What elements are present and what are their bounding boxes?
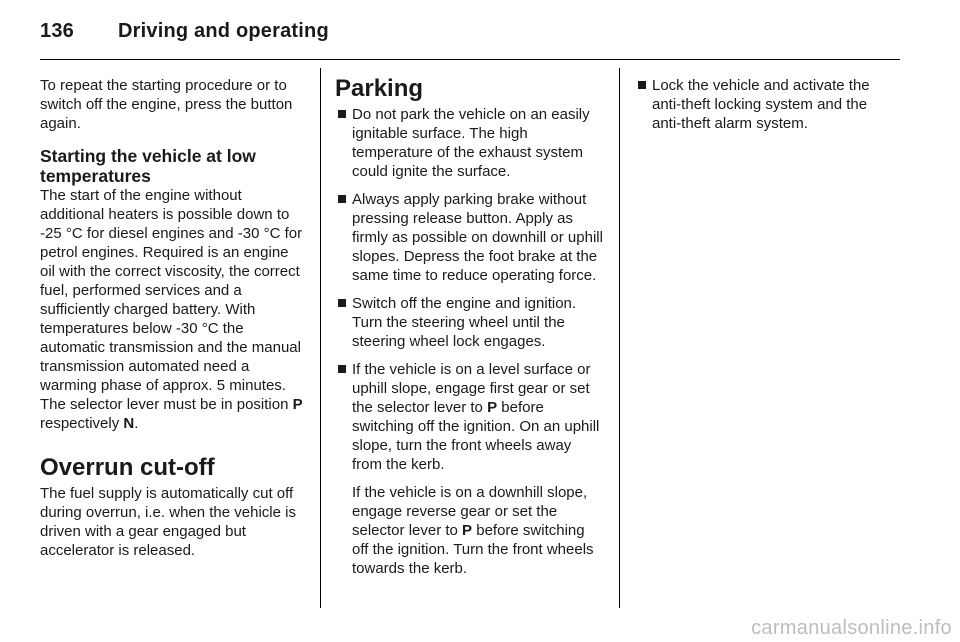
column-divider-1 (320, 68, 321, 608)
header-rule (40, 59, 900, 60)
page-header (40, 20, 329, 43)
list-item-text: Always apply parking brake without pressing release button. Apply as firmly as possible on downhill or uphill slopes. Depress the foot brake at the same time to reduce operating force. (352, 191, 603, 284)
low-temperatures-paragraph (40, 186, 306, 433)
section-heading-overrun: Overrun cut-off (40, 454, 215, 481)
bullet-square-icon (338, 365, 346, 373)
column-3 (635, 76, 900, 142)
list-item (335, 360, 605, 578)
list-item (335, 190, 605, 285)
intro-paragraph: To repeat the starting procedure or to switch off the engine, press the button again. (40, 77, 293, 132)
list-item (635, 76, 900, 133)
position-n: N (123, 415, 135, 432)
section-heading-low-temperatures: Starting the vehicle at low temperatures (40, 146, 256, 186)
text-run: respectively (40, 415, 124, 432)
bullet-square-icon (338, 195, 346, 203)
position-p: P (487, 399, 498, 416)
text-run: . (134, 415, 139, 432)
position-p: P (462, 522, 473, 539)
text-run: If the vehicle is on a downhill slope, engage reverse gear or set the selector lever to (352, 484, 588, 539)
list-item-continuation (352, 483, 605, 578)
section-heading-parking: Parking (335, 75, 424, 102)
list-item-text: Switch off the engine and ignition. Turn the steering wheel until the steering wheel lock engages. (352, 295, 577, 350)
column-1 (40, 76, 306, 560)
list-item (335, 105, 605, 181)
bullet-square-icon (638, 81, 646, 89)
list-item-text: Lock the vehicle and activate the anti-theft locking system and the anti-theft alarm system. (652, 77, 870, 132)
watermark: carmanualsonline.info (751, 617, 952, 639)
text-run: before switching off the ignition. Turn the front wheels towards the kerb. (352, 522, 594, 577)
column-divider-2 (619, 68, 620, 608)
bullet-square-icon (338, 299, 346, 307)
overrun-paragraph: The fuel supply is automatically cut off during overrun, i.e. when the vehicle is driven with a gear engaged but accelerator is released. (40, 485, 296, 559)
parking-list (335, 105, 605, 578)
text-run: The start of the engine without additional heaters is possible down to -25 °C for diesel engines and -30 °C for petrol engines. Required is an engine oil with the correct viscosity, the correct fuel, performed services and a sufficiently charged battery. With temperatures below -30 °C the automatic transmission and the manual transmission automated need a warming phase of approx. 5 minutes. The selector lever must be in position (40, 187, 303, 413)
page-title: Driving and operating (118, 20, 329, 42)
column-2 (335, 76, 605, 587)
text-run: If the vehicle is on a level surface or uphill slope, engage first gear or set the selector lever to (352, 361, 591, 416)
position-p: P (292, 396, 303, 413)
list-item-text: Do not park the vehicle on an easily ignitable surface. The high temperature of the exhaust system could ignite the surface. (352, 106, 590, 180)
parking-list-continued (635, 76, 900, 133)
text-run: before switching off the ignition. On an uphill slope, turn the front wheels away from the kerb. (352, 399, 600, 473)
list-item (335, 294, 605, 351)
bullet-square-icon (338, 110, 346, 118)
page-number: 136 (40, 20, 74, 42)
